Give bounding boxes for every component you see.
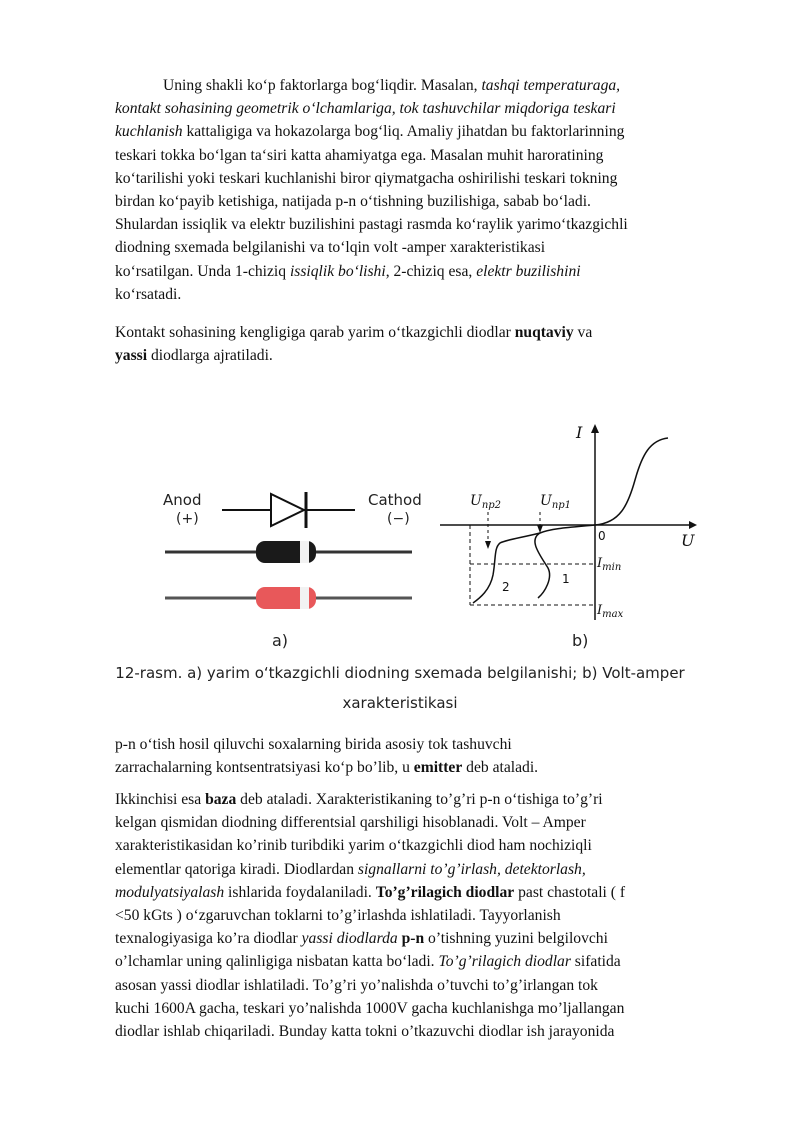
figure-label-a: a) (272, 631, 289, 650)
text-run: birdan ko‘payib ketishiga, natijada p-n o‘tishning buzilishiga, sabab bo‘ladi. (115, 193, 591, 211)
text-run: diodlarga ajratiladi. (147, 347, 273, 365)
bold-text: emitter (413, 759, 463, 777)
text-line (115, 74, 740, 97)
text-line (115, 190, 740, 213)
text-line (115, 260, 740, 283)
text-run: elementlar qatoriga kiradi. Diodlardan (115, 860, 358, 878)
text-run: <50 kGts ) o‘zgaruvchan toklarni to’g’irlashda ishlatiladi. Tayyorlanish (115, 907, 561, 925)
italic-text: kontakt sohasining geometrik o‘lchamlariga, tok tashuvchilar miqdoriga teskari (115, 100, 616, 118)
u-np1-label: $U_{np1}$ (540, 493, 572, 511)
bold-text: baza (205, 791, 237, 808)
figure-caption-line-2: xarakteristikasi (342, 694, 458, 712)
text-line (115, 756, 740, 779)
cathode-label: Cathod (368, 491, 422, 509)
u-axis-label: U (681, 531, 695, 550)
bold-text: yassi (115, 347, 148, 365)
text-run: Kontakt sohasining kengligiga qarab yarim o‘tkazgichli diodlar (115, 324, 515, 341)
text-line (115, 144, 740, 167)
forward-curve (595, 438, 668, 525)
bold-text: nuqtaviy (514, 324, 574, 341)
i-axis-label: I (576, 423, 583, 442)
text-run: teskari tokka bo‘lgan ta‘siri katta ahamiyatga ega. Masalan muhit haroratining (115, 146, 604, 164)
text-line (115, 733, 740, 756)
text-run: p-n o‘tish hosil qiluvchi soxalarning birida asosiy tok tashuvchi (115, 736, 512, 753)
text-run: , 2-chiziq esa, (385, 262, 477, 280)
text-run: o’lchamlar uning qalinligiga nisbatan katta bo‘ladi. (115, 953, 439, 971)
italic-text: kuchlanish (115, 123, 183, 141)
text-run: Shulardan issiqlik va elektr buzilishini pastagi rasmda ko‘raylik yarimo‘tkazgichli (115, 216, 628, 234)
u-axis-arrow (689, 521, 697, 529)
text-line (115, 788, 740, 811)
text-line (115, 213, 740, 236)
text-line (115, 167, 740, 190)
text-line (115, 283, 740, 306)
text-line (115, 904, 740, 927)
italic-text: elektr buzilishini (476, 262, 581, 280)
text-run: diodlar ishlab chiqariladi. Bunday katta tokni o’tkazuvchi diodlar ish jarayonida (115, 1023, 615, 1041)
text-run: asosan yassi diodlar ishlatiladi. To’g’ri yo’nalishda o’tuvchi to’g’irlangan tok (115, 976, 598, 994)
italic-text: modulyatsiyalash (115, 883, 225, 901)
text-run: diodning sxemada belgilanishi va to‘lqin volt -amper xarakteristikasi (115, 239, 546, 257)
text-run: zarrachalarning kontsentratsiyasi ko‘p bo’lib, u (115, 759, 414, 777)
anode-sign: (+) (176, 511, 199, 527)
text-run: kattaligiga va hokazolarga bog‘liq. Amaliy jihatdan bu faktorlarinning (182, 123, 625, 141)
figure-caption-line-1: 12-rasm. a) yarim o‘tkazgichli diodning sxemada belgilanishi; b) Volt-amper (115, 664, 685, 682)
i-max-label: $I_{max}$ (597, 603, 624, 620)
text-line (115, 120, 740, 143)
text-run: kelgan qismidan diodning differentsial qarshiligi hisoblanadi. Volt – Amper (115, 814, 586, 832)
text-run: ishlarida foydalaniladi. (224, 883, 376, 901)
diode-schematic-symbol (222, 492, 355, 528)
figure-label-b: b) (572, 631, 589, 650)
italic-text: issiqlik bo‘lishi (289, 262, 386, 280)
text-run: ko‘rsatadi. (115, 285, 182, 303)
iv-characteristic-plot (440, 424, 697, 620)
paragraph-diode-types (115, 321, 740, 367)
text-line (115, 858, 740, 881)
curve-1-label: 1 (562, 572, 570, 586)
italic-text: signallarni to’g’irlash, detektorlash, (357, 860, 586, 878)
text-line (115, 97, 740, 120)
paragraph-emitter (115, 733, 740, 779)
text-line (115, 344, 740, 367)
text-line (115, 974, 740, 997)
diode-black-package (165, 541, 412, 563)
bold-text: To’g’rilagich diodlar (375, 883, 515, 901)
text-line (115, 321, 740, 344)
text-run: xarakteristikasidan ko’rinib turibdiki yarim o‘tkazgichli diod ham nochiziqli (115, 837, 592, 855)
curve-2-label: 2 (502, 580, 510, 594)
diode-red-package (165, 587, 412, 609)
curve-2 (473, 533, 540, 603)
text-run: past chastotali ( f (514, 883, 626, 901)
curve-1 (535, 525, 595, 598)
text-line (115, 811, 740, 834)
text-run: ko‘rsatilgan. Unda 1-chiziq (115, 262, 290, 280)
text-run: va (573, 324, 593, 341)
text-line (115, 997, 740, 1020)
paragraph-intro (115, 74, 740, 306)
text-line (115, 950, 740, 973)
text-line (115, 236, 740, 259)
i-min-label: $I_{min}$ (597, 556, 622, 573)
origin-label: 0 (598, 529, 606, 543)
text-line (115, 1020, 740, 1043)
text-run: kuchi 1600A gacha, teskari yo’nalishda 1000V gacha kuchlanishga mo’ljallangan (115, 999, 625, 1017)
text-run: o’tishning yuzini belgilovchi (424, 930, 608, 948)
u-np2-label: $U_{np2}$ (470, 493, 502, 511)
text-run: texnalogiyasiga ko’ra diodlar (115, 930, 302, 948)
text-line (115, 927, 740, 950)
text-line (115, 834, 740, 857)
text-run: deb ataladi. Xarakteristikaning to’g’ri p-n o‘tishiga to’g’ri (236, 791, 603, 808)
italic-text: tashqi temperaturaga, (481, 77, 621, 94)
text-line (115, 881, 740, 904)
text-run: sifatida (570, 953, 621, 971)
italic-text: To’g’rilagich diodlar (438, 953, 571, 971)
text-run: Uning shakli ko‘p faktorlarga bog‘liqdir. Masalan, (163, 77, 482, 94)
text-run: deb ataladi. (462, 759, 539, 777)
italic-text: yassi diodlarda (301, 930, 398, 948)
cathode-sign: (−) (387, 511, 410, 527)
paragraph-base (115, 788, 740, 1043)
anode-label: Anod (163, 491, 202, 509)
i-axis-arrow (591, 424, 599, 433)
text-run: ko‘tarilishi yoki teskari kuchlanishi biror qiymatgacha oshirilishi teskari tokning (115, 169, 618, 187)
bold-text: p-n (401, 930, 425, 948)
text-run: Ikkinchisi esa (115, 791, 206, 808)
